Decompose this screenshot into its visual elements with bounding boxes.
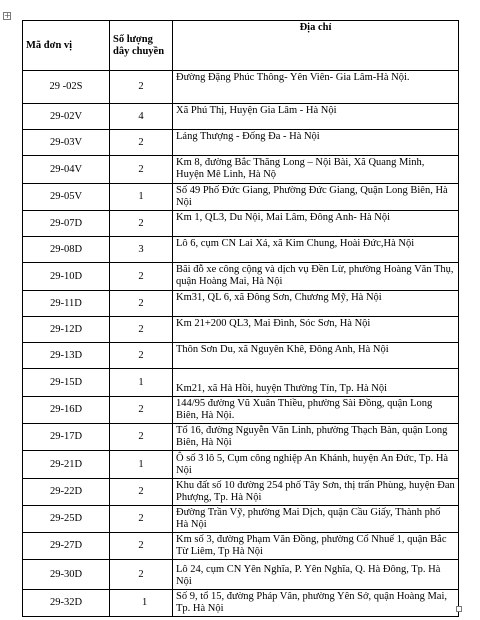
header-line-count: Số lượng dây chuyền <box>110 21 173 71</box>
table-row <box>23 130 459 156</box>
table-row <box>23 369 459 397</box>
line-count-cell: 1 <box>110 590 173 617</box>
unit-code-cell: 29-10D <box>23 263 110 291</box>
table-row <box>23 317 459 343</box>
unit-code-cell: 29-04V <box>23 156 110 184</box>
table-row <box>23 397 459 424</box>
table-resize-handle[interactable] <box>456 606 462 612</box>
header-unit-code: Mã đơn vị <box>23 21 110 71</box>
line-count-cell: 2 <box>110 317 173 343</box>
table-row <box>23 71 459 104</box>
line-count-cell: 3 <box>110 237 173 263</box>
address-cell: Số 49 Phố Đức Giang, Phường Đức Giang, Quận Long Biên, Hà Nội <box>173 184 459 211</box>
unit-code-cell: 29-13D <box>23 343 110 369</box>
table-row <box>23 184 459 211</box>
address-cell: Lô 6, cụm CN Lai Xá, xã Kim Chung, Hoài Đức,Hà Nội <box>173 237 459 263</box>
address-cell: Km 1, QL3, Du Nội, Mai Lâm, Đông Anh- Hà Nội <box>173 211 459 237</box>
line-count-cell: 2 <box>110 397 173 424</box>
address-cell: Tổ 16, đường Nguyễn Văn Linh, phường Thạch Bàn, quận Long Biên, Hà Nội <box>173 424 459 451</box>
line-count-cell: 1 <box>110 451 173 479</box>
table-row <box>23 451 459 479</box>
line-count-cell: 2 <box>110 211 173 237</box>
address-cell: Km số 3, đường Phạm Văn Đồng, phường Cổ Nhuế 1, quận Bắc Từ Liêm, Tp Hà Nội <box>173 533 459 560</box>
table-row <box>23 479 459 506</box>
unit-code-cell: 29-30D <box>23 560 110 590</box>
table-header-row <box>23 21 459 71</box>
line-count-cell: 2 <box>110 71 173 104</box>
unit-code-cell: 29-25D <box>23 506 110 533</box>
table-row <box>23 263 459 291</box>
address-cell: Xã Phú Thị, Huyện Gia Lâm - Hà Nội <box>173 104 459 130</box>
inspection-units-table <box>22 20 459 617</box>
line-count-cell: 2 <box>110 263 173 291</box>
table-row <box>23 424 459 451</box>
line-count-cell: 2 <box>110 479 173 506</box>
unit-code-cell: 29-16D <box>23 397 110 424</box>
line-count-cell: 2 <box>110 506 173 533</box>
unit-code-cell: 29-22D <box>23 479 110 506</box>
table-move-handle[interactable]: + <box>4 11 11 20</box>
address-cell: Km 8, đường Bắc Thăng Long – Nội Bài, Xã Quang Minh, Huyện Mê Linh, Hà Nộ <box>173 156 459 184</box>
unit-code-cell: 29-12D <box>23 317 110 343</box>
table-row <box>23 590 459 617</box>
unit-code-cell: 29-17D <box>23 424 110 451</box>
unit-code-cell: 29-21D <box>23 451 110 479</box>
table-row <box>23 560 459 590</box>
line-count-cell: 2 <box>110 291 173 317</box>
unit-code-cell: 29-02V <box>23 104 110 130</box>
unit-code-cell: 29-27D <box>23 533 110 560</box>
line-count-cell: 2 <box>110 560 173 590</box>
address-cell: Km21, xã Hà Hồi, huyện Thường Tín, Tp. Hà Nội <box>173 369 459 397</box>
address-cell: Đường Trần Vỹ, phường Mai Dịch, quận Cầu Giấy, Thành phố Hà Nội <box>173 506 459 533</box>
address-cell: Đường Đặng Phúc Thông- Yên Viên- Gia Lâm-Hà Nội. <box>173 71 459 104</box>
line-count-cell: 2 <box>110 156 173 184</box>
line-count-cell: 4 <box>110 104 173 130</box>
address-cell: Số 9, tổ 15, đường Pháp Vân, phường Yên Sở, quận Hoàng Mai, Tp. Hà Nội <box>173 590 459 617</box>
table-row <box>23 237 459 263</box>
line-count-cell: 2 <box>110 130 173 156</box>
address-cell: 144/95 đường Vũ Xuân Thiều, phường Sài Đồng, quận Long Biên, Hà Nội. <box>173 397 459 424</box>
table-row <box>23 506 459 533</box>
unit-code-cell: 29-32D <box>23 590 110 617</box>
line-count-cell: 1 <box>110 369 173 397</box>
line-count-cell: 1 <box>110 184 173 211</box>
line-count-cell: 2 <box>110 533 173 560</box>
table-row <box>23 343 459 369</box>
table-row <box>23 211 459 237</box>
unit-code-cell: 29-03V <box>23 130 110 156</box>
address-cell: Khu đất số 10 đường 254 phố Tây Sơn, thị trấn Phùng, huyện Đan Phượng, Tp. Hà Nội <box>173 479 459 506</box>
address-cell: Ô số 3 lô 5, Cụm công nghiệp An Khánh, huyện An Đức, Tp. Hà Nội <box>173 451 459 479</box>
unit-code-cell: 29-11D <box>23 291 110 317</box>
address-cell: Km 21+200 QL3, Mai Đình, Sóc Sơn, Hà Nội <box>173 317 459 343</box>
address-cell: Thôn Sơn Du, xã Nguyên Khê, Đông Anh, Hà Nội <box>173 343 459 369</box>
table-row <box>23 104 459 130</box>
unit-code-cell: 29 -02S <box>23 71 110 104</box>
table-row <box>23 533 459 560</box>
table-row <box>23 291 459 317</box>
address-cell: Láng Thượng - Đống Đa - Hà Nội <box>173 130 459 156</box>
line-count-cell: 2 <box>110 424 173 451</box>
address-cell: Bãi đỗ xe công cộng và dịch vụ Đền Lừ, phường Hoàng Văn Thụ, quận Hoàng Mai, Hà Nội <box>173 263 459 291</box>
unit-code-cell: 29-07D <box>23 211 110 237</box>
unit-code-cell: 29-05V <box>23 184 110 211</box>
address-cell: Km31, QL 6, xã Đông Sơn, Chương Mỹ, Hà Nội <box>173 291 459 317</box>
unit-code-cell: 29-15D <box>23 369 110 397</box>
unit-code-cell: 29-08D <box>23 237 110 263</box>
table-row <box>23 156 459 184</box>
line-count-cell: 2 <box>110 343 173 369</box>
address-cell: Lô 24, cụm CN Yên Nghĩa, P. Yên Nghĩa, Q. Hà Đông, Tp. Hà Nội <box>173 560 459 590</box>
header-address: Địa chỉ <box>173 21 459 71</box>
